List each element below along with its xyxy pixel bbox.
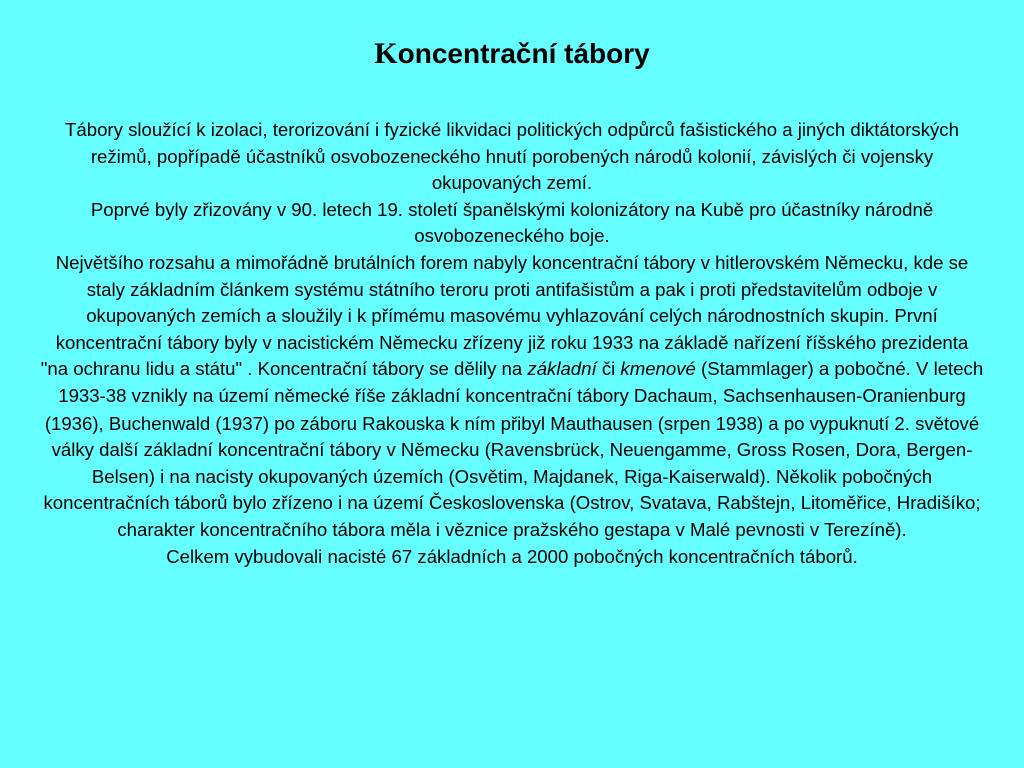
- title-initial: K: [374, 37, 398, 70]
- emphasis-kmenove: kmenové: [620, 358, 696, 380]
- paragraph-text: (Stammlager) a pobočné. V letech 1933-38 vznikly na území německé říše základní koncentrační tábory Dachau: [58, 358, 984, 406]
- serif-letter-m: m: [698, 385, 713, 407]
- slide-title: [0, 36, 1024, 72]
- paragraph-nazi-germany: [40, 250, 984, 544]
- paragraph-definition: Tábory sloužící k izolaci, terorizování i fyzické likvidaci politických odpůrců fašistického a jiných diktátorských režimů, popřípadě účastníků osvobozeneckého hnutí porobených národů kolonií, závislých či vojensky okupovaných zemí.: [65, 119, 959, 194]
- slide-body: [40, 117, 984, 570]
- title-rest: oncentrační tábory: [397, 38, 650, 69]
- paragraph-text: , Sachsenhausen-Oranienburg (1936), Buchenwald (1937) po záboru Rakouska k ním přibyl Mauthausen (srpen 1938) a po vypuknutí 2. světové války další základní koncentrační tábory v Německu (Ravensbrück, Neuengamme, Gross Rosen, Dora, Bergen-Belsen) i na nacisty okupovaných územích (Osvětim, Majdanek, Riga-Kaiserwald). Několik pobočných koncentračních táborů bylo zřízeno i na území Československa (Ostrov, Svatava, Rabštejn, Litoměřice, Hradišíko; charakter koncentračního tábora měla i věznice pražského gestapa v Malé pevnosti v Terezíně).: [43, 384, 981, 540]
- paragraph-total: Celkem vybudovali nacisté 67 základních a 2000 pobočných koncentračních táborů.: [166, 545, 858, 567]
- paragraph-origin: Poprvé byly zřizovány v 90. letech 19. století španělskými kolonizátory na Kubě pro účastníky národně osvobozeneckého boje.: [90, 198, 934, 247]
- emphasis-zakladni: základní: [527, 358, 597, 380]
- paragraph-text: či: [596, 358, 621, 380]
- paragraph-text: Největšího rozsahu a mimořádně brutálních forem nabyly koncentrační tábory v hitlerovském Německu, kde se staly základním článkem systému státního teroru proti antifašistům a pak i proti představitelům odboje v okupovaných zemích a sloužily i k přímému masovému vyhlazování celých národnostních skupin. První koncentrační tábory byly v nacistickém Německu zřízeny již roku 1933 na základě nařízení říšského prezidenta "na ochranu lidu a státu" . Koncentrační tábory se dělily na: [40, 251, 969, 380]
